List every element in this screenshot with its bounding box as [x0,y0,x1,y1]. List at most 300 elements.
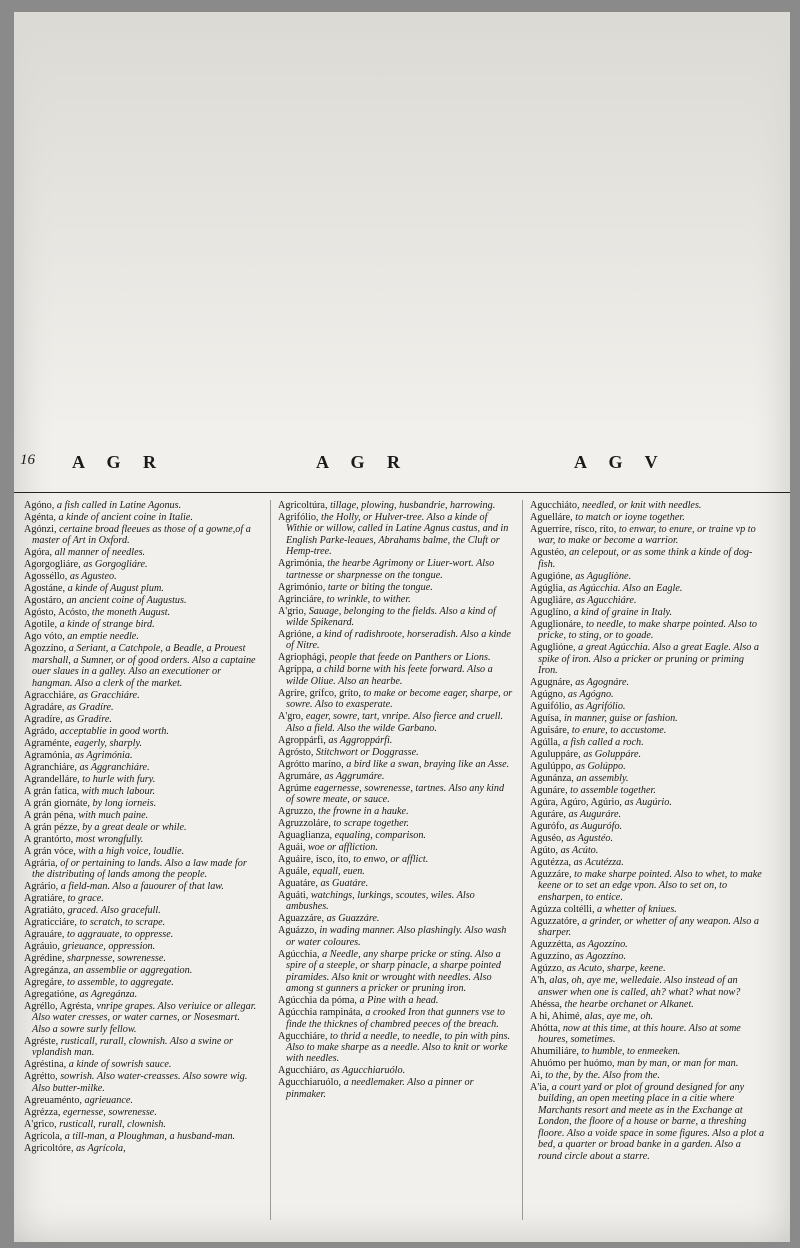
dictionary-entry [24,977,260,988]
dictionary-entry [278,1007,514,1030]
entry-headword: Agradáre, [24,701,65,713]
entry-definition: most wrongfully. [73,833,144,845]
entry-definition: as Agugliòne. [572,570,632,582]
entry-definition: as Acúto. [558,845,599,857]
entry-definition: an emptie needle. [64,631,139,643]
dictionary-entry [24,774,260,785]
entry-headword: Agugnáre, [530,677,573,689]
entry-headword: Aguluppáre, [530,749,581,761]
entry-definition: alas, oh, aye me, welledaie. Also instead of an answer when one is called, ah? what? what now? [538,975,741,998]
entry-definition: as Agusteo. [67,571,117,583]
dictionary-entry [24,929,260,940]
dictionary-entry [278,866,514,877]
dictionary-entry [278,594,514,605]
entry-headword: Agúlla, [530,737,561,749]
entry-definition: vnripe grapes. Also veriuice or allegar. Also water cresses, or water carnes, or Nosesmart. Also a sowre surly fellow. [32,1001,257,1035]
entry-headword: Agricoltóre, [24,1142,74,1154]
entry-headword: Agroppárfi, [278,734,326,746]
dictionary-entry [24,846,260,857]
entry-headword: Ai, [530,1070,543,1082]
entry-definition: with much labour. [79,785,155,797]
dictionary-entry [24,1119,260,1130]
entry-definition: in wading manner. Also plashingly. Also wash or water coloures. [286,925,507,948]
entry-headword: Agúto, [530,845,559,857]
dictionary-entry [278,830,514,841]
entry-definition: to scrape together. [330,818,409,830]
dictionary-entry [24,643,260,689]
entry-definition: to the, by the. Also from the. [542,1070,660,1082]
entry-headword: Agugliáre, [530,594,574,606]
entry-headword: Agregatióne, [24,989,77,1001]
entry-headword: Aguái, [278,842,306,854]
dictionary-entry [530,500,766,511]
dictionary-entry [24,881,260,892]
dictionary-entry [24,559,260,570]
dictionary-entry [530,857,766,868]
dictionary-entry [24,810,260,821]
dictionary-entry [24,607,260,618]
entry-headword: Agregáre, [24,977,65,989]
entry-definition: as Gradíre. [62,713,112,725]
entry-definition: a Pine with a head. [356,995,439,1007]
entry-headword: Agréste, [24,1035,59,1047]
entry-headword: Agréstina, [24,1059,67,1071]
dictionary-entry [530,975,766,998]
entry-definition: with much paine. [75,809,149,821]
entry-headword: Agreuaménto, [24,1094,82,1106]
entry-headword: Ago vóto, [24,631,65,643]
dictionary-entry [278,629,514,652]
dictionary-entry [530,524,766,547]
column-divider [270,500,271,1220]
dictionary-entry [530,607,766,618]
entry-headword: Agurófo, [530,821,568,833]
dictionary-entry [24,500,260,511]
entry-headword: Agostáne, [24,583,66,595]
entry-definition: a great Agúcchia. Also a great Eagle. Also a spike of iron. Also a pricker or pruning or priming Iron. [538,642,760,677]
entry-definition: as Agrícola, [73,1142,126,1154]
dictionary-entry [530,642,766,676]
entry-definition: equaling, comparison. [332,830,426,842]
entry-definition: eagerly, sharply. [71,737,142,749]
entry-headword: Agúglia, [530,582,566,594]
entry-definition: as Agrimónia. [72,749,133,761]
entry-definition: an celepout, or as some think a kinde of dog-fish. [538,547,753,570]
entry-headword: Agúra, Agúro, Agúrio, [530,797,622,809]
entry-definition: equall, euen. [309,866,365,878]
dictionary-entry [24,690,260,701]
entry-definition: sowrish. Also water-creasses. Also sowre wig. Also butter-milke. [32,1071,248,1094]
entry-headword: Agrédine, [24,953,65,965]
dictionary-entry [530,701,766,712]
entry-headword: Agrézza, [24,1106,61,1118]
dictionary-entry [278,854,514,865]
dictionary-page [14,12,790,1242]
dictionary-entry [530,761,766,772]
entry-definition: the hearbe Agrimony or Liuer-wort. Also tartnesse or sharpnesse on the tongue. [286,558,495,581]
entry-headword: Agunáre, [530,785,568,797]
entry-headword: Agrósto, [278,746,314,758]
entry-headword: A hi, Ahimé, [530,1010,583,1022]
entry-headword: Agríre, grífco, gríto, [278,687,361,699]
entry-definition: to grace. [65,893,104,905]
entry-definition: to match or ioyne together. [572,512,685,523]
entry-headword: Aguglionáre, [530,618,584,630]
entry-headword: A grán fatica, [24,785,80,797]
entry-headword: Agucchiáre, [278,1030,328,1042]
entry-definition: an ancient coine of Augustus. [63,595,187,607]
dictionary-entry [278,995,514,1006]
entry-definition: as Golúppo. [573,761,626,773]
entry-definition: a Seriant, a Catchpole, a Beadle, a Prouest marshall, a Sumner, or of good orders. Also a captaine ouer slaues in a galley. Also an executioner or hangman. Also a clerk of the market. [32,643,256,689]
entry-headword: Agóno, [24,500,55,511]
dictionary-entry [278,771,514,782]
entry-headword: Aguzzatóre, [530,915,580,927]
entry-headword: Aguále, [278,866,310,878]
dictionary-entry [24,619,260,630]
running-head-left: A G R [72,452,166,472]
entry-headword: Aguzzétta, [530,939,574,951]
entry-definition: to assemble, to aggregate. [64,977,174,989]
entry-headword: Aguáti, [278,890,309,902]
entry-headword: Aguelláre, [530,512,573,523]
entry-headword: Agráuio, [24,941,60,953]
entry-definition: a kinde of August plum. [65,583,164,595]
entry-definition: rusticall, rurall, clownish. Also a swine or vplandish man. [32,1035,233,1059]
page-header [14,452,790,493]
dictionary-entry [278,890,514,913]
dictionary-entry [278,842,514,853]
entry-definition: a kinde of ancient coine in Italie. [55,512,193,523]
dictionary-entry [24,1071,260,1094]
entry-headword: A'grico, [24,1118,57,1130]
dictionary-entry [530,689,766,700]
dictionary-entry [24,512,260,523]
entry-definition: to aggrauate, to oppresse. [64,929,174,941]
entry-headword: Agrícola, [24,1130,63,1142]
dictionary-entry [530,583,766,594]
dictionary-entry [530,939,766,950]
dictionary-entry [24,1001,260,1035]
entry-headword: Agénta, [24,512,56,523]
entry-definition: to needle, to make sharpe pointed. Also to pricke, to sting, or to goade. [538,618,758,642]
entry-headword: A grán giornáte, [24,797,90,809]
dictionary-entry [530,713,766,724]
entry-definition: to enwar, to enure, or traine vp to war, to make or become a warrior. [538,524,756,547]
entry-headword: Agónzi, [24,524,57,535]
entry-definition: a kind of radishroote, horseradish. Also a kinde of Nitre. [286,629,511,652]
column-left [24,500,260,1230]
entry-headword: A grán péna, [24,809,76,821]
dictionary-entry [24,1131,260,1142]
entry-headword: A grantórto, [24,833,74,845]
dictionary-entry [24,893,260,904]
entry-definition: watchings, lurkings, scoutes, wiles. Also ambushes. [286,890,475,913]
entry-definition: needled, or knit with needles. [579,500,702,511]
entry-headword: Agradíre, [24,713,63,725]
entry-headword: Aguzzíno, [530,951,573,963]
dictionary-entry [24,726,260,737]
dictionary-entry [24,1036,260,1059]
entry-definition: to thrid a needle, to needle, to pin with pins. Also to make sharpe as a needle. Also to knit or worke with needles. [286,1030,511,1065]
entry-headword: Agustéo, [530,547,567,559]
entry-definition: to wrinkle, to wither. [324,593,411,605]
dictionary-entry [24,1095,260,1106]
entry-headword: Agotile, [24,619,58,631]
dictionary-entry [24,1107,260,1118]
dictionary-entry [278,1031,514,1065]
entry-definition: the hearbe orchanet or Alkanet. [561,998,694,1010]
dictionary-entry [530,725,766,736]
dictionary-entry [278,500,514,511]
entry-definition: as Agozzíno. [573,939,628,951]
entry-definition: as Agúcchia. Also an Eagle. [565,582,683,594]
entry-definition: a field-man. Also a fauourer of that law. [58,881,224,893]
entry-definition: to make or become eager, sharpe, or sowre. Also to exasperate. [286,687,513,711]
dictionary-entry [278,735,514,746]
entry-headword: Agregánza, [24,965,71,977]
entry-definition: eager, sowre, tart, vnripe. Also fierce and cruell. Also a field. Also the wilde Garbano. [286,711,503,734]
entry-definition: rusticall, rurall, clownish. [56,1118,166,1130]
dictionary-entry [24,786,260,797]
dictionary-entry [530,512,766,523]
entry-headword: A grán vóce, [24,845,76,857]
dictionary-entry [24,858,260,881]
entry-headword: Agrário, [24,881,59,893]
entry-definition: a fish called in Latine Agonus. [54,500,182,511]
entry-definition: as Agustéo. [563,833,614,845]
dictionary-entry [24,941,260,952]
column-right [530,500,766,1230]
entry-headword: Ahumiliáre, [530,1046,579,1058]
entry-definition: to hurle with fury. [79,773,156,785]
entry-headword: Aguifólio, [530,701,573,713]
dictionary-entry [24,583,260,594]
entry-headword: Agrumáre, [278,770,322,782]
entry-definition: a bird like a swan, braying like an Asse. [343,758,510,770]
page-number: 16 [20,452,35,468]
entry-headword: Agúcchia rampináta, [278,1007,363,1019]
dictionary-entry [278,582,514,593]
dictionary-entry [530,916,766,939]
dictionary-entry [530,833,766,844]
entry-headword: Aguglíno, [530,606,572,618]
entry-definition: as Agucchiáre. [573,594,637,606]
entry-definition: Sauage, belonging to the fields. Also a kind of wilde Spikenard. [286,605,496,629]
dictionary-entry [530,797,766,808]
entry-headword: Agrinciáre, [278,593,325,605]
entry-definition: Stitchwort or Doggrasse. [313,746,419,758]
entry-definition: as Aggroppárfi. [325,734,393,746]
dictionary-entry [530,773,766,784]
dictionary-entry [278,818,514,829]
dictionary-entry [530,951,766,962]
entry-definition: as Acuto, sharpe, keene. [564,963,666,975]
entry-definition: a fish called a roch. [560,737,644,749]
entry-definition: a kind of graine in Italy. [571,606,673,618]
entry-headword: A'gro, [278,711,304,723]
dictionary-entry [278,878,514,889]
dictionary-entry [278,558,514,581]
entry-headword: Agríppa, [278,664,314,676]
entry-headword: Agrétto, [24,1071,58,1083]
dictionary-entry [530,785,766,796]
entry-headword: A'ia, [530,1082,550,1094]
entry-definition: eagernesse, sowrenesse, tartnes. Also any kind of sowre meate, or sauce. [286,782,505,806]
entry-headword: Agúzzo, [530,963,565,975]
entry-headword: Aguísa, [530,713,562,725]
entry-definition: an assemblie or aggregation. [70,965,193,977]
entry-headword: Aguráre, [530,809,566,821]
entry-headword: Agracchiáre, [24,689,77,701]
entry-definition: woe or affliction. [305,842,378,854]
dictionary-entry [24,798,260,809]
dictionary-entry [278,759,514,770]
entry-headword: Ahótta, [530,1022,561,1034]
entry-headword: Agrádo, [24,725,58,737]
dictionary-entry [24,917,260,928]
entry-headword: Aguáire, ísco, íto, [278,854,351,866]
dictionary-entry [24,571,260,582]
entry-definition: as Agregánza. [76,989,138,1001]
entry-definition: to scratch, to scrape. [76,917,166,929]
entry-definition: as Agógno. [565,689,614,701]
dictionary-entry [278,1077,514,1100]
dictionary-entry [530,809,766,820]
entry-headword: Agrauáre, [24,929,65,941]
entry-headword: Agrimónia, [278,558,325,570]
dictionary-entry [530,999,766,1010]
entry-definition: a till-man, a Ploughman, a husband-man. [62,1130,236,1142]
entry-definition: as Guazzáre. [324,913,380,925]
column-middle [278,500,514,1230]
entry-definition: as Guatáre. [317,878,369,890]
entry-definition: to make sharpe pointed. Also to whet, to make keene or to set an edge vpon. Also to set on, to ensharpen, to entice. [538,869,762,903]
entry-headword: Agrúme [278,782,312,794]
dictionary-entry [24,762,260,773]
dictionary-entry [530,1070,766,1081]
dictionary-entry [24,547,260,558]
entry-definition: to enure, to accustome. [569,725,667,737]
entry-definition: as Agozzíno. [572,951,627,963]
dictionary-entry [530,1082,766,1162]
entry-headword: Aguazzáre, [278,913,325,925]
dictionary-entry [530,963,766,974]
entry-definition: man by man, or man for man. [614,1058,739,1070]
entry-definition: the Holly, or Hulver-tree. Also a kinde of Withie or willow, called in Latine Agnus castus, and in English Parke-leaues, Abrahams balme, the Cluft or Hemp-tree. [286,512,509,558]
dictionary-entry [530,1058,766,1069]
entry-headword: Aguséo, [530,833,564,845]
entry-headword: A'h, [530,975,547,987]
entry-definition: as Gorgogliáre. [80,559,148,571]
dictionary-entry [278,806,514,817]
dictionary-entry [24,1059,260,1070]
dictionary-entry [24,702,260,713]
blank-upper-area [14,12,790,432]
entry-headword: Agratiáre, [24,893,66,905]
entry-headword: Agraticciáre, [24,917,77,929]
dictionary-entry [530,619,766,642]
entry-definition: a court yard or plot of ground designed for any building, an open meeting place in a citie where Marchants resort and meete as in the Exchange at London, the floore of a house or barne, a threshing floore. Also a voide space in some figures. Also a plot a bed, a quarter or broad banke in a garden. Also a round circle about a starre. [538,1082,765,1162]
entry-headword: A'grio, [278,605,307,617]
running-head-right: A G V [574,452,667,472]
entry-headword: Agunánza, [530,773,574,785]
dictionary-entry [278,1065,514,1076]
entry-definition: as Auguráre. [565,809,622,821]
entry-definition: people that feede on Panthers or Lions. [326,652,491,664]
entry-headword: Agramónia, [24,749,73,761]
dictionary-entry [530,1046,766,1057]
entry-definition: all manner of needles. [52,547,146,559]
entry-definition: grieuance, oppression. [59,941,156,953]
entry-definition: a kinde of strange bird. [57,619,155,631]
entry-headword: Agranchiáre, [24,761,77,773]
entry-definition: as Aggrumáre. [321,770,385,782]
dictionary-entry [278,711,514,734]
entry-headword: Agósto, Acósto, [24,607,90,619]
entry-definition: graced. Also gracefull. [65,905,161,917]
entry-definition: by long iorneis. [89,797,157,809]
dictionary-entry [278,783,514,806]
dictionary-entry [24,834,260,845]
entry-definition: the frowne in a hauke. [315,806,409,818]
dictionary-entry [278,688,514,711]
entry-definition: agrieuance. [82,1094,133,1106]
entry-definition: as Agucchiaruólo. [328,1065,406,1077]
entry-definition: to humble, to enmeeken. [578,1046,681,1058]
entry-headword: Agrária, [24,857,58,869]
entry-headword: Agrifólio, [278,512,319,523]
entry-headword: Agréllo, Agrésta, [24,1001,94,1013]
dictionary-entry [530,571,766,582]
entry-definition: as Agrifólio. [572,701,626,713]
entry-headword: Agratiáto, [24,905,66,917]
entry-headword: Agruzzoláre, [278,818,331,830]
dictionary-entry [530,821,766,832]
entry-headword: Agúcchia, [278,948,320,960]
entry-headword: Aguisáre, [530,725,570,737]
entry-definition: by a great deale or while. [79,821,187,833]
entry-headword: Agucchiaruólo, [278,1077,342,1089]
entry-definition: a kinde of sowrish sauce. [66,1059,172,1071]
entry-headword: Aguaglianza, [278,830,333,842]
dictionary-entry [278,664,514,687]
dictionary-entry [530,869,766,903]
dictionary-entry [24,965,260,976]
entry-headword: Agúzza coltélli, [530,903,595,915]
entry-definition: now at this time, at this houre. Also at some houres, sometimes. [538,1022,741,1046]
entry-definition: tarte or biting the tongue. [325,581,433,593]
dictionary-entry [24,738,260,749]
dictionary-entry [530,845,766,856]
dictionary-entry [530,1023,766,1046]
entry-headword: Agrandelláre, [24,773,80,785]
entry-headword: Agóra, [24,547,53,559]
entry-definition: a Needle, any sharpe pricke or sting. Also a spire of a steeple, or sharp pinacle, a sharpe pointed piramides. Also knit or wrought with needles. Also among st gunners a pricker or pruning iron. [286,948,501,995]
entry-headword: Agucchiáro, [278,1065,329,1077]
entry-definition: as Goluppáre. [580,749,642,761]
dictionary-entry [278,913,514,924]
entry-definition: to enwo, or afflict. [350,854,429,866]
entry-headword: Agruzzo, [278,806,316,818]
dictionary-entry [530,547,766,570]
entry-headword: A grán pézze, [24,821,80,833]
entry-definition: to assemble together. [567,785,656,797]
entry-headword: Agricoltúra, [278,500,328,511]
entry-headword: Agúcchia da póma, [278,995,357,1007]
entry-definition: a whetter of kniues. [594,903,677,915]
entry-headword: Agozzíno, [24,643,67,655]
